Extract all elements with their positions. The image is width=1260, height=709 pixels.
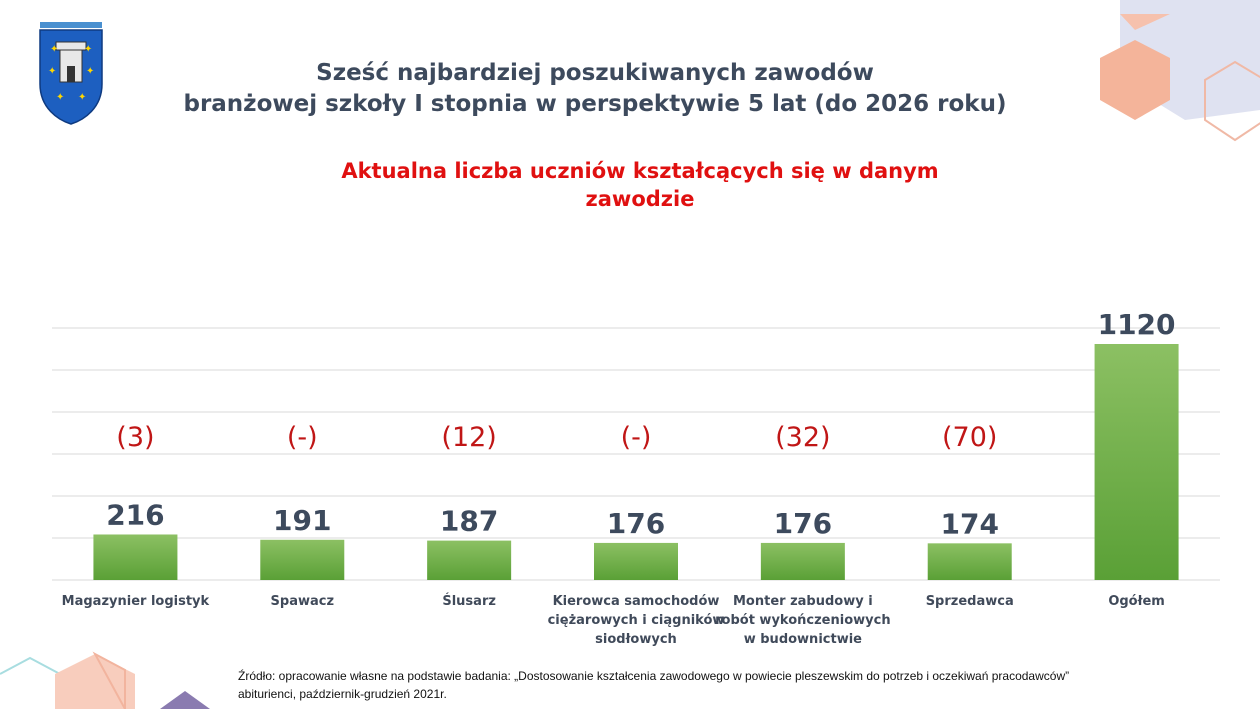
category-label-line: Spawacz xyxy=(270,594,335,609)
crest-star-icon: ✦ xyxy=(86,66,95,77)
source-line-2: abiturienci, październik-grudzień 2021r. xyxy=(238,687,447,701)
bar xyxy=(1095,344,1179,580)
hexagon-peach xyxy=(55,654,135,709)
bar-value-label: 216 xyxy=(106,498,165,532)
bar-annotation: (32) xyxy=(775,422,831,453)
category-label-line: Ogółem xyxy=(1108,594,1165,609)
subtitle-line-2: zawodzie xyxy=(585,187,695,211)
category-label-line: Sprzedawca xyxy=(925,594,1014,609)
bar xyxy=(427,541,511,580)
category-label xyxy=(62,594,210,609)
category-label xyxy=(271,594,335,609)
category-label xyxy=(715,594,890,647)
category-label-line: siodłowych xyxy=(595,632,677,647)
category-label xyxy=(442,593,496,609)
bar xyxy=(594,543,678,580)
bar-value-label: 191 xyxy=(273,503,332,537)
crest-star-icon: ✦ xyxy=(50,44,59,55)
bar xyxy=(761,543,845,580)
source-note xyxy=(238,667,1138,703)
title-line-2: branżowej szkoły I stopnia w perspektywie 5 lat (do 2026 roku) xyxy=(183,91,1007,117)
category-label xyxy=(926,594,1014,609)
category-label-line: w budownictwie xyxy=(743,632,862,647)
bar xyxy=(260,540,344,580)
category-label-line: robót wykończeniowych xyxy=(715,613,891,628)
hexagon-teal-outline xyxy=(0,658,60,674)
category-label-line: Ślusarz xyxy=(442,594,496,609)
crest-star-icon: ✦ xyxy=(56,92,65,103)
bar xyxy=(93,534,177,580)
bar-annotation: (70) xyxy=(941,422,998,453)
category-label xyxy=(1108,594,1164,609)
bar-value-label: 187 xyxy=(439,504,499,538)
bar-value-label: 1120 xyxy=(1097,308,1176,341)
bar-annotation: (3) xyxy=(116,422,155,453)
chart-bars xyxy=(93,344,1178,580)
bar-annotation: (-) xyxy=(620,422,652,453)
hexagon-purple xyxy=(160,691,210,709)
category-label xyxy=(548,594,725,647)
title-line-1: Sześć najbardziej poszukiwanych zawodów xyxy=(316,60,874,86)
category-label-line: Magazynier logistyk xyxy=(61,594,210,609)
bar-value-label: 176 xyxy=(773,506,833,540)
bar xyxy=(928,543,1012,580)
subtitle-line-1: Aktualna liczba uczniów kształcących się w danym xyxy=(341,159,939,183)
bar-annotation: (12) xyxy=(441,422,497,453)
category-label-line: Monter zabudowy i xyxy=(733,594,873,609)
crest-star-icon: ✦ xyxy=(84,44,93,55)
category-label-line: ciężarowych i ciągników xyxy=(547,613,725,628)
crest-star-icon: ✦ xyxy=(48,66,57,77)
bar-value-label: 174 xyxy=(940,507,999,541)
crest-star-icon: ✦ xyxy=(78,92,87,103)
chart-gridlines xyxy=(52,328,1220,580)
bar-annotation: (-) xyxy=(286,422,318,453)
bar-value-label: 176 xyxy=(606,506,666,540)
source-line-1: Źródło: opracowanie własne na podstawie badania: „Dostosowanie kształcenia zawodowego w powiecie pleszewskim do potrzeb i oczekiwań pracodawców” xyxy=(238,669,1070,683)
category-label-line: Kierowca samochodów xyxy=(552,594,720,609)
chart-labels xyxy=(62,308,1176,647)
